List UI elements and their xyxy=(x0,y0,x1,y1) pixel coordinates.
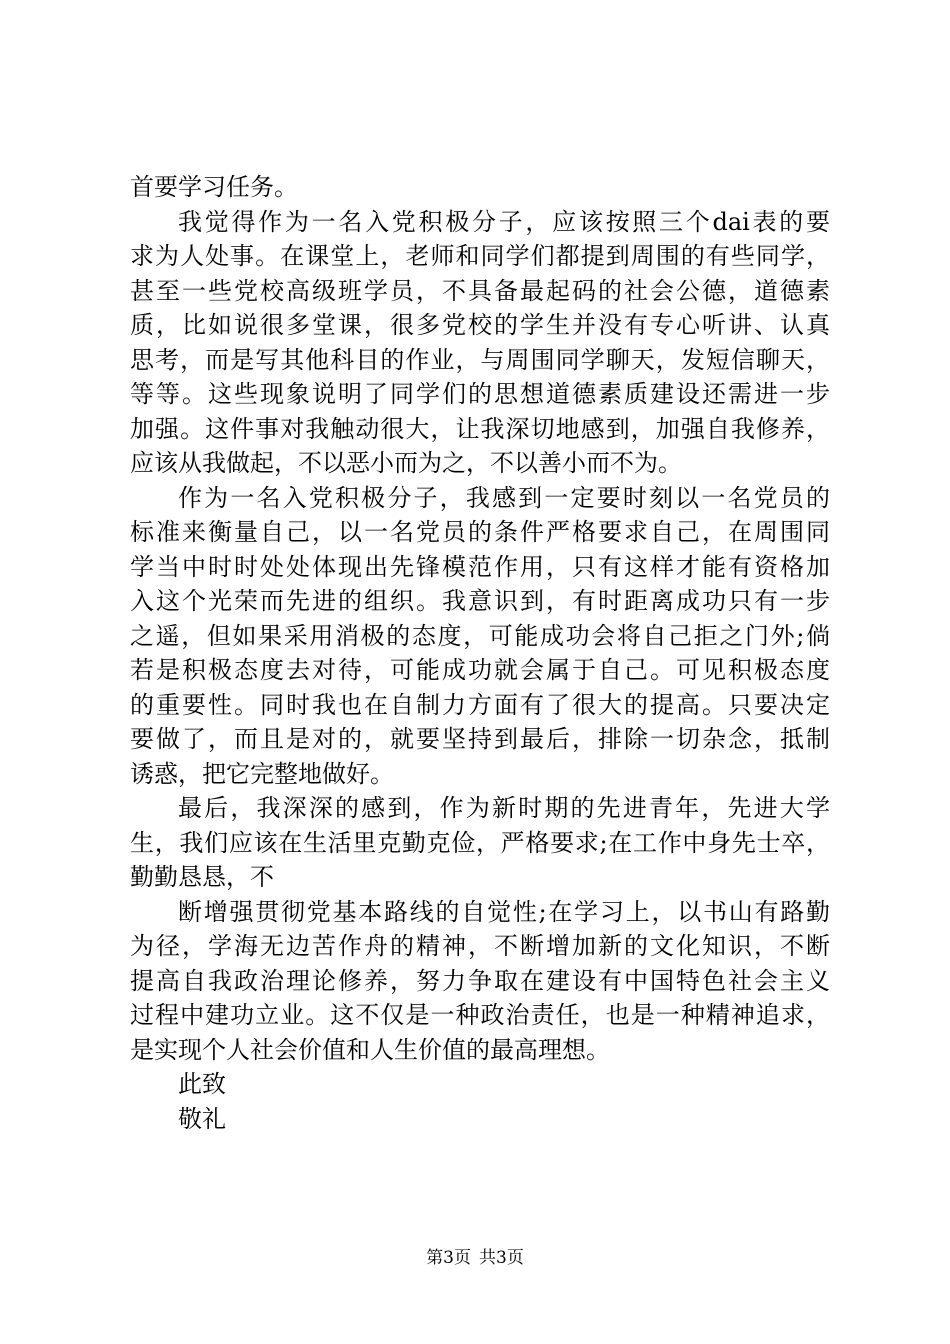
text-line: 应该从我做起，不以恶小而为之，不以善小而不为。 xyxy=(130,449,682,477)
text-line: 为径，学海无边苦作舟的精神，不断增加新的文化知识，不断 xyxy=(130,932,830,960)
text-line: 最后，我深深的感到，作为新时期的先进青年，先进大学 xyxy=(178,794,830,822)
text-line: 作为一名入党积极分子，我感到一定要时刻以一名党员的 xyxy=(178,483,830,512)
text-line: 首要学习任务。 xyxy=(130,173,298,201)
text-line: 诱惑，把它完整地做好。 xyxy=(130,759,394,788)
page-total: 共3页 xyxy=(479,1248,524,1268)
text-line: 学当中时时处处体现出先锋模范作用，只有这样才能有资格加 xyxy=(130,552,830,581)
letter-body xyxy=(130,170,830,1136)
text-line: 提高自我政治理论修养，努力争取在建设有中国特色社会主义 xyxy=(130,966,830,995)
text-line: 甚至一些党校高级班学员，不具备最起码的社会公德，道德素 xyxy=(130,276,830,305)
text-line: 要做了，而且是对的，就要坚持到最后，排除一切杂念，抵制 xyxy=(130,725,830,753)
text-line: 生，我们应该在生活里克勤克俭，严格要求;在工作中身先士卒， xyxy=(130,828,830,857)
text-line: 若是积极态度去对待，可能成功就会属于自己。可见积极态度 xyxy=(130,656,830,684)
text-line: 的重要性。同时我也在自制力方面有了很大的提高。只要决定 xyxy=(130,690,830,719)
page-number: 第3页 xyxy=(426,1248,471,1268)
text-line: 标准来衡量自己，以一名党员的条件严格要求自己，在周围同 xyxy=(130,518,830,546)
text-line: 断增强贯彻党基本路线的自觉性;在学习上，以书山有路勤 xyxy=(178,897,830,926)
text-line: 加强。这件事对我触动很大，让我深切地感到，加强自我修养， xyxy=(130,414,830,443)
text-line: 求为人处事。在课堂上，老师和同学们都提到周围的有些同学， xyxy=(130,242,830,270)
text-line: 思考，而是写其他科目的作业，与周围同学聊天，发短信聊天， xyxy=(130,345,830,374)
text-line: 入这个光荣而先进的组织。我意识到，有时距离成功只有一步 xyxy=(130,587,830,615)
closing-regards: 敬礼 xyxy=(178,1104,226,1133)
text-line: 过程中建功立业。这不仅是一种政治责任，也是一种精神追求， xyxy=(130,1001,830,1029)
closing-salutation: 此致 xyxy=(178,1070,226,1098)
text-line: 我觉得作为一名入党积极分子，应该按照三个dai表的要 xyxy=(178,207,830,236)
text-line: 之遥，但如果采用消极的态度，可能成功会将自己拒之门外;倘 xyxy=(130,621,830,650)
text-line: 勤勤恳恳，不 xyxy=(130,863,274,891)
text-line: 等等。这些现象说明了同学们的思想道德素质建设还需进一步 xyxy=(130,380,830,408)
text-line: 是实现个人社会价值和人生价值的最高理想。 xyxy=(130,1035,610,1064)
text-line: 质，比如说很多堂课，很多党校的学生并没有专心听讲、认真 xyxy=(130,311,830,339)
page-footer xyxy=(0,1243,950,1268)
